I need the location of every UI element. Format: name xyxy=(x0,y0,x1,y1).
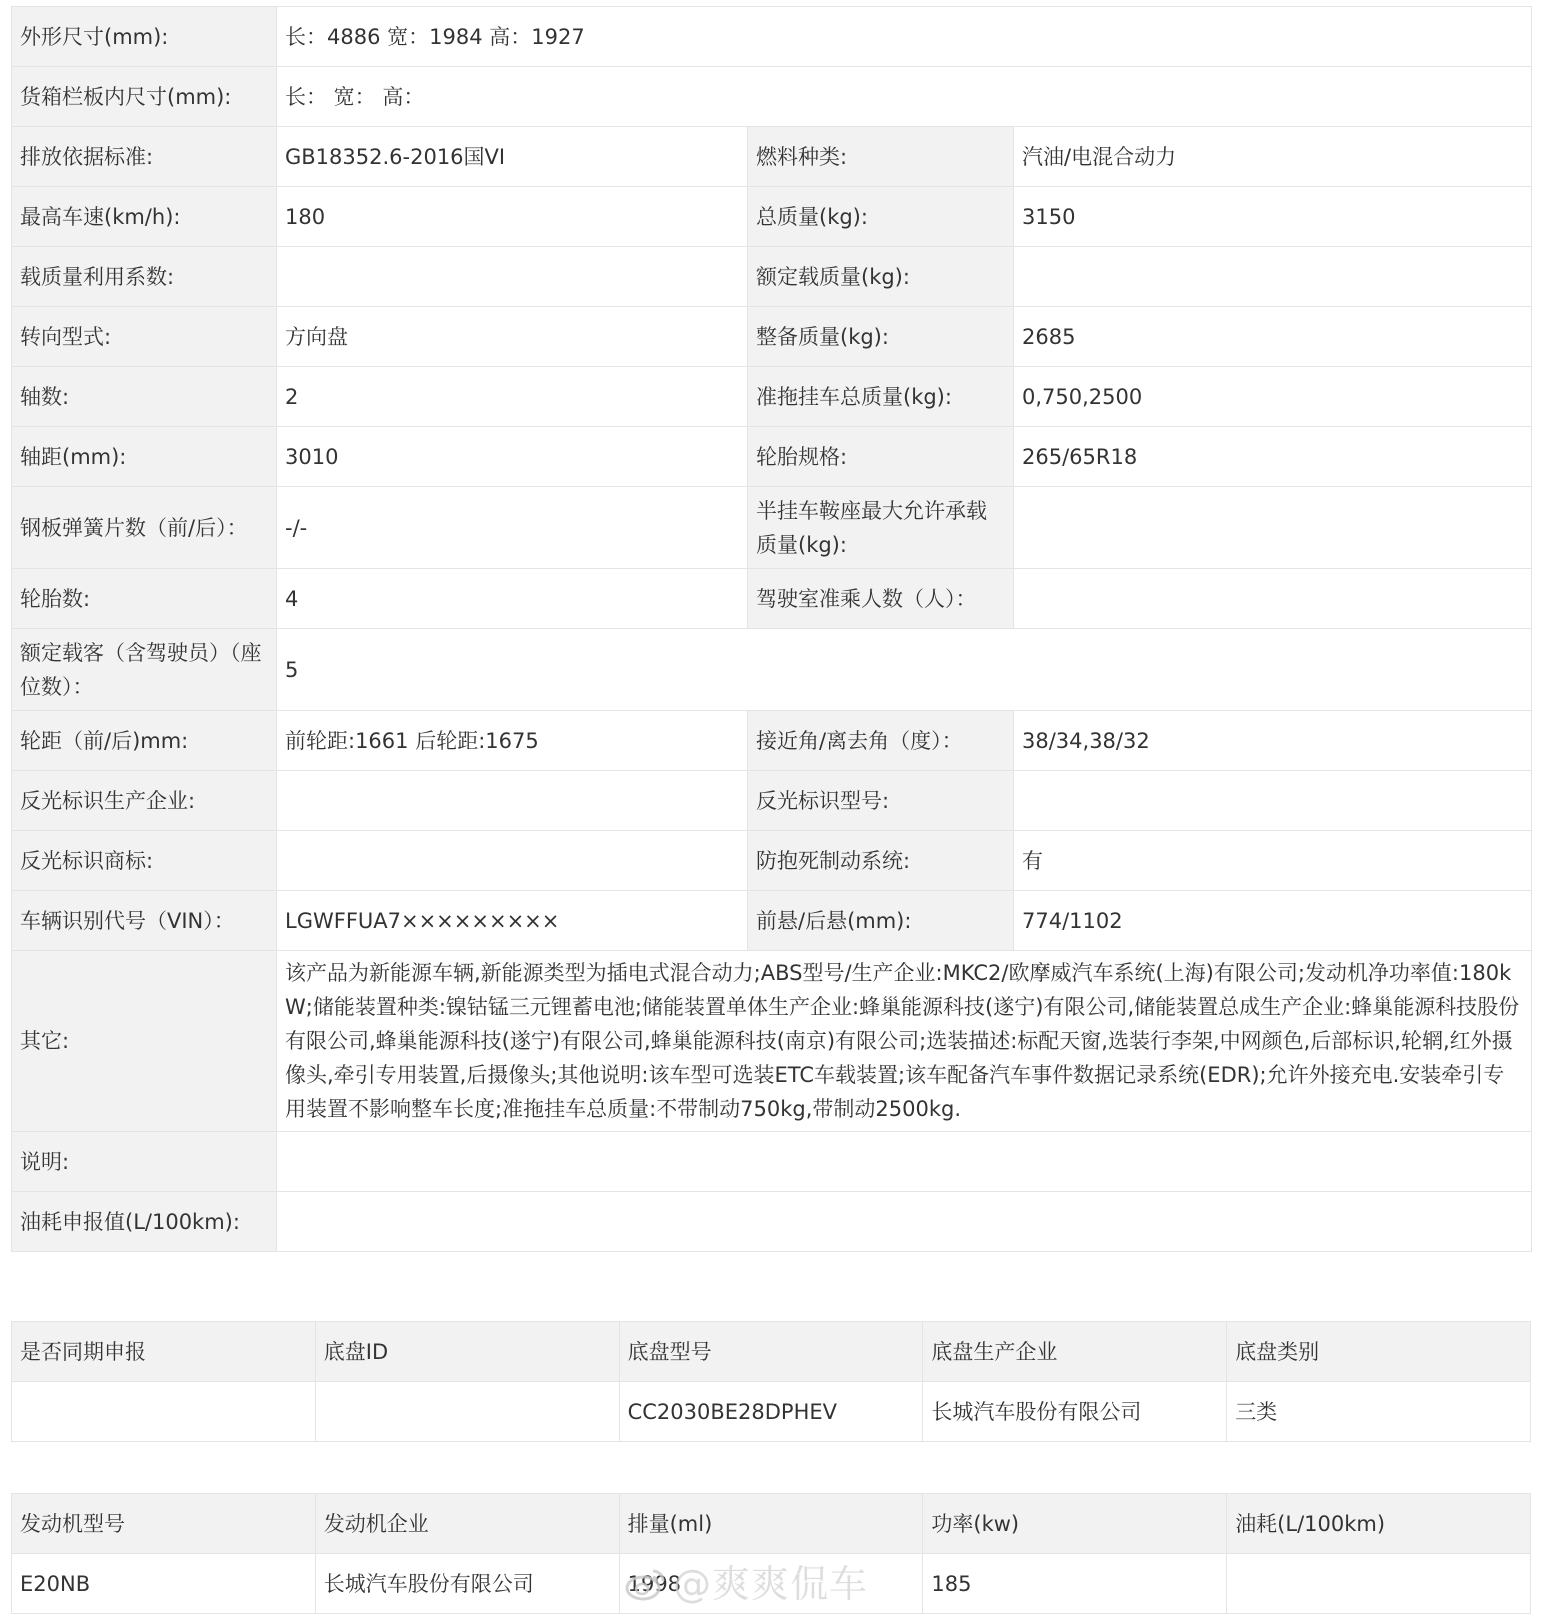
engine-header-cell: 油耗(L/100km) xyxy=(1227,1494,1531,1554)
gross-label: 总质量(kg): xyxy=(748,187,1014,247)
other-value: 该产品为新能源车辆,新能源类型为插电式混合动力;ABS型号/生产企业:MKC2/欧摩威汽车系统(上海)有限公司;发动机净功率值:180kW;储能装置种类:镍钴锰三元锂蓄电池;储能装置单体生产企业:蜂巢能源科技(遂宁)有限公司,储能装置总成生产企业:蜂巢能源科技股份有限公司,蜂巢能源科技(遂宁)有限公司,蜂巢能源科技(南京)有限公司;选装描述:标配天窗,选装行李架,中网颜色,后部标识,轮辋,红外摄像头,牵引专用装置,后摄像头;其他说明:该车型可选装ETC车载装置;该车配备汽车事件数据记录系统(EDR);允许外接充电.安装牵引专用装置不影响整车长度;准拖挂车总质量:不带制动750kg,带制动2500kg. xyxy=(277,951,1532,1132)
chassis-header-cell: 底盘ID xyxy=(315,1322,619,1382)
chassis-header-cell: 底盘类别 xyxy=(1227,1322,1531,1382)
spec-row-vin xyxy=(12,891,1532,951)
engine-cell xyxy=(1227,1554,1531,1614)
speed-label: 最高车速(km/h): xyxy=(12,187,277,247)
fuel-label: 燃料种类: xyxy=(748,127,1014,187)
spec-row-speed xyxy=(12,187,1532,247)
tires-label: 轮胎数: xyxy=(12,569,277,629)
chassis-header-row xyxy=(12,1322,1531,1382)
spec-row-cargo xyxy=(12,67,1532,127)
curb-label: 整备质量(kg): xyxy=(748,307,1014,367)
refl-maker-value xyxy=(277,771,748,831)
weibo-icon xyxy=(625,1565,667,1603)
table-row xyxy=(12,1382,1531,1442)
cargo-value: 长： 宽： 高： xyxy=(277,67,1532,127)
spec-row-loadcoef xyxy=(12,247,1532,307)
saddle-value xyxy=(1014,487,1532,569)
tire-spec-label: 轮胎规格: xyxy=(748,427,1014,487)
note-label: 说明: xyxy=(12,1132,277,1192)
engine-cell: 1998 xyxy=(619,1554,923,1614)
saddle-label: 半挂车鞍座最大允许承载质量(kg): xyxy=(748,487,1014,569)
spec-row-track xyxy=(12,711,1532,771)
abs-value: 有 xyxy=(1014,831,1532,891)
chassis-table xyxy=(11,1321,1531,1442)
engine-cell: 185 xyxy=(923,1554,1227,1614)
trailer-value: 0,750,2500 xyxy=(1014,367,1532,427)
steering-label: 转向型式: xyxy=(12,307,277,367)
spec-row-refl-maker xyxy=(12,771,1532,831)
refl-brand-value xyxy=(277,831,748,891)
axles-label: 轴数: xyxy=(12,367,277,427)
spec-row-seats xyxy=(12,629,1532,711)
spec-row-emission xyxy=(12,127,1532,187)
angle-value: 38/34,38/32 xyxy=(1014,711,1532,771)
emission-label: 排放依据标准: xyxy=(12,127,277,187)
refl-model-label: 反光标识型号: xyxy=(748,771,1014,831)
spec-table xyxy=(11,6,1532,1252)
other-label: 其它: xyxy=(12,951,277,1132)
fuel-value: 汽油/电混合动力 xyxy=(1014,127,1532,187)
chassis-header-cell: 是否同期申报 xyxy=(12,1322,316,1382)
spec-row-refl-brand xyxy=(12,831,1532,891)
chassis-header-cell: 底盘型号 xyxy=(619,1322,923,1382)
spec-row-steering xyxy=(12,307,1532,367)
curb-value: 2685 xyxy=(1014,307,1532,367)
watermark-text: @爽爽侃车 xyxy=(673,1562,869,1606)
ratedload-label: 额定载质量(kg): xyxy=(748,247,1014,307)
spec-row-fuelcons xyxy=(12,1192,1532,1252)
spec-row-tires xyxy=(12,569,1532,629)
chassis-header-cell: 底盘生产企业 xyxy=(923,1322,1227,1382)
engine-header-cell: 功率(kw) xyxy=(923,1494,1227,1554)
chassis-cell: CC2030BE28DPHEV xyxy=(619,1382,923,1442)
trailer-label: 准拖挂车总质量(kg): xyxy=(748,367,1014,427)
wheelbase-label: 轴距(mm): xyxy=(12,427,277,487)
tires-value: 4 xyxy=(277,569,748,629)
spec-row-other xyxy=(12,951,1532,1132)
vin-value: LGWFFUA7××××××××× xyxy=(277,891,748,951)
engine-cell: 长城汽车股份有限公司 xyxy=(315,1554,619,1614)
emission-value: GB18352.6-2016国VI xyxy=(277,127,748,187)
loadcoef-label: 载质量利用系数: xyxy=(12,247,277,307)
loadcoef-value xyxy=(277,247,748,307)
spec-row-spring xyxy=(12,487,1532,569)
engine-header-row xyxy=(12,1494,1531,1554)
angle-label: 接近角/离去角（度）： xyxy=(748,711,1014,771)
engine-header-cell: 发动机型号 xyxy=(12,1494,316,1554)
vin-label: 车辆识别代号（VIN）： xyxy=(12,891,277,951)
chassis-cell xyxy=(315,1382,619,1442)
cab-label: 驾驶室准乘人数（人）： xyxy=(748,569,1014,629)
overhang-value: 774/1102 xyxy=(1014,891,1532,951)
abs-label: 防抱死制动系统: xyxy=(748,831,1014,891)
fuelcons-label: 油耗申报值(L/100km): xyxy=(12,1192,277,1252)
spec-row-axles xyxy=(12,367,1532,427)
spring-label: 钢板弹簧片数（前/后）： xyxy=(12,487,277,569)
engine-cell: E20NB xyxy=(12,1554,316,1614)
refl-model-value xyxy=(1014,771,1532,831)
seats-label: 额定载客（含驾驶员）（座位数）： xyxy=(12,629,277,711)
spring-value: -/- xyxy=(277,487,748,569)
steering-value: 方向盘 xyxy=(277,307,748,367)
dims-value: 长：4886 宽：1984 高：1927 xyxy=(277,7,1532,67)
seats-value: 5 xyxy=(277,629,1532,711)
refl-brand-label: 反光标识商标: xyxy=(12,831,277,891)
spec-row-dims xyxy=(12,7,1532,67)
ratedload-value xyxy=(1014,247,1532,307)
tire-spec-value: 265/65R18 xyxy=(1014,427,1532,487)
chassis-cell: 三类 xyxy=(1227,1382,1531,1442)
spec-row-wheelbase xyxy=(12,427,1532,487)
dims-label: 外形尺寸(mm): xyxy=(12,7,277,67)
engine-header-cell: 排量(ml) xyxy=(619,1494,923,1554)
speed-value: 180 xyxy=(277,187,748,247)
watermark xyxy=(625,1553,868,1608)
fuelcons-value xyxy=(277,1192,1532,1252)
cab-value xyxy=(1014,569,1532,629)
overhang-label: 前悬/后悬(mm): xyxy=(748,891,1014,951)
wheelbase-value: 3010 xyxy=(277,427,748,487)
note-value xyxy=(277,1132,1532,1192)
chassis-cell: 长城汽车股份有限公司 xyxy=(923,1382,1227,1442)
gross-value: 3150 xyxy=(1014,187,1532,247)
engine-header-cell: 发动机企业 xyxy=(315,1494,619,1554)
refl-maker-label: 反光标识生产企业: xyxy=(12,771,277,831)
chassis-cell xyxy=(12,1382,316,1442)
cargo-label: 货箱栏板内尺寸(mm): xyxy=(12,67,277,127)
track-label: 轮距（前/后)mm: xyxy=(12,711,277,771)
spec-row-note xyxy=(12,1132,1532,1192)
axles-value: 2 xyxy=(277,367,748,427)
track-value: 前轮距:1661 后轮距:1675 xyxy=(277,711,748,771)
